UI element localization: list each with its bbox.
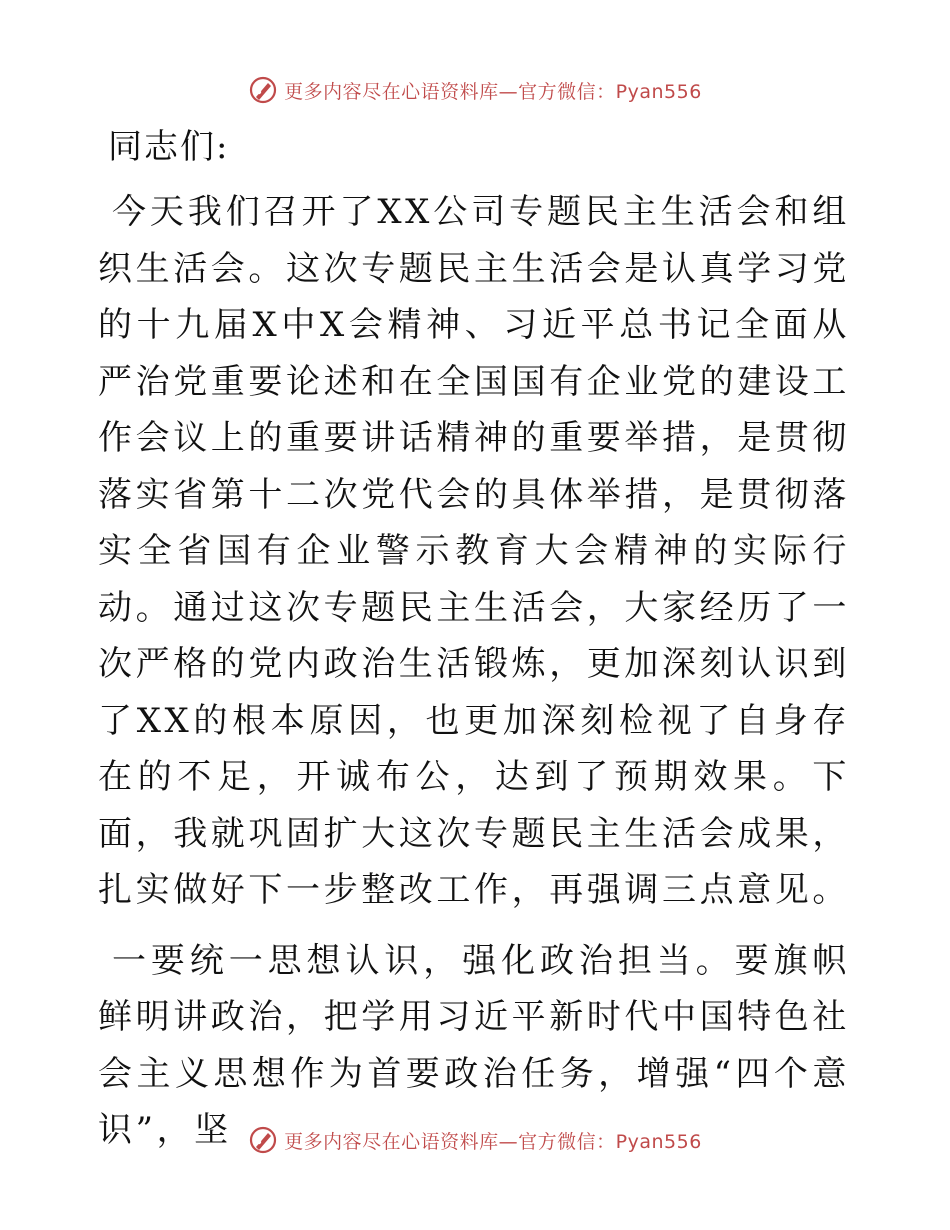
pen-seal-icon: [248, 1125, 278, 1155]
salutation: 同志们:: [108, 127, 230, 167]
header-banner-text: 更多内容尽在心语资料库—官方微信：Pyan556: [284, 80, 702, 103]
footer-banner: [0, 1120, 950, 1160]
paragraph-point-one: 一要统一思想认识，强化政治担当。要旗帜鲜明讲政治，把学用习近平新时代中国特色社会主义思想作为首要政治任务，增强“四个意识”，坚: [98, 940, 850, 1150]
document-body: [98, 118, 850, 1173]
header-banner: [0, 70, 950, 110]
paragraph-intro: 今天我们召开了XX公司专题民主生活会和组织生活会。这次专题民主生活会是认真学习党的十九届X中X会精神、习近平总书记全面从严治党重要论述和在全国国有企业党的建设工作会议上的重要讲话精神的重要举措，是贯彻落实省第十二次党代会的具体举措，是贯彻落实全省国有企业警示教育大会精神的实际行动。通过这次专题民主生活会，大家经历了一次严格的党内政治生活锻炼，更加深刻认识到了XX的根本原因，也更加深刻检视了自身存在的不足，开诚布公，达到了预期效果。下面，我就巩固扩大这次专题民主生活会成果，扎实做好下一步整改工作，再强调三点意见。: [98, 192, 850, 910]
footer-banner-text: 更多内容尽在心语资料库—官方微信：Pyan556: [284, 1130, 702, 1153]
pen-seal-icon: [248, 75, 278, 105]
